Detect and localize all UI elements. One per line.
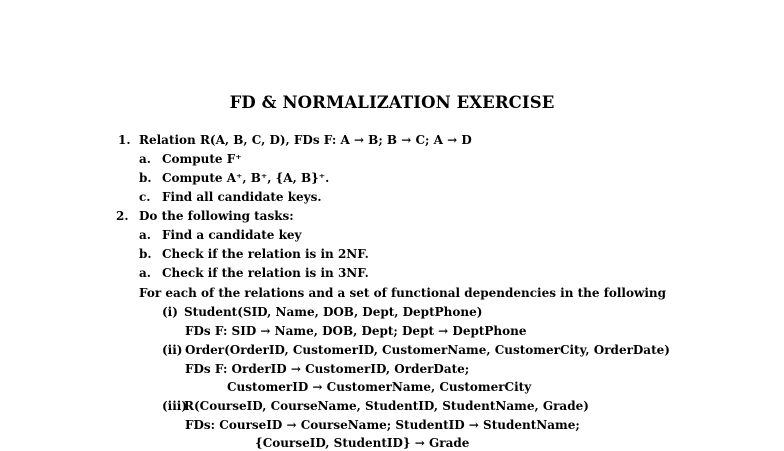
relation-ii-schema: Order(OrderID, CustomerID, CustomerName, CustomerCity, OrderDate) xyxy=(185,343,670,357)
q1-item-b-marker: b. xyxy=(139,171,152,185)
relation-i-schema: Student(SID, Name, DOB, Dept, DeptPhone) xyxy=(184,305,483,319)
q1-item-a-marker: a. xyxy=(139,152,151,166)
q1-number: 1. xyxy=(118,133,131,147)
q1-text: Relation R(A, B, C, D), FDs F: A → B; B → C; A → D xyxy=(139,133,472,147)
q2-item-1-marker: a. xyxy=(139,228,151,242)
relation-ii-fds-1: FDs F: OrderID → CustomerID, OrderDate; xyxy=(185,362,470,376)
relation-iii-label: (iii) xyxy=(162,399,188,413)
q2-number: 2. xyxy=(116,209,129,223)
q2-item-3-marker: a. xyxy=(139,266,151,280)
relation-ii-fds-2: CustomerID → CustomerName, CustomerCity xyxy=(227,380,532,394)
q1-item-c-marker: c. xyxy=(139,190,151,204)
q2-item-2-marker: b. xyxy=(139,247,152,261)
q2-intro: For each of the relations and a set of functional dependencies in the following xyxy=(139,286,666,300)
q2-item-1-text: Find a candidate key xyxy=(162,228,302,242)
relation-ii-label: (ii) xyxy=(162,343,183,357)
q1-item-b-text: Compute A⁺, B⁺, {A, B}⁺. xyxy=(162,171,330,185)
q2-item-2-text: Check if the relation is in 2NF. xyxy=(162,247,369,261)
relation-i-fds: FDs F: SID → Name, DOB, Dept; Dept → DeptPhone xyxy=(185,324,527,338)
relation-iii-fds-1: FDs: CourseID → CourseName; StudentID → StudentName; xyxy=(185,418,580,432)
relation-iii-schema: R(CourseID, CourseName, StudentID, StudentName, Grade) xyxy=(184,399,589,413)
relation-i-label: (i) xyxy=(162,305,178,319)
q2-item-3-text: Check if the relation is in 3NF. xyxy=(162,266,369,280)
document-title: FD & NORMALIZATION EXERCISE xyxy=(229,93,555,112)
q2-text: Do the following tasks: xyxy=(139,209,294,223)
q1-item-a-text: Compute F⁺ xyxy=(162,152,242,166)
relation-iii-fds-2: {CourseID, StudentID} → Grade xyxy=(255,436,470,450)
q1-item-c-text: Find all candidate keys. xyxy=(162,190,322,204)
